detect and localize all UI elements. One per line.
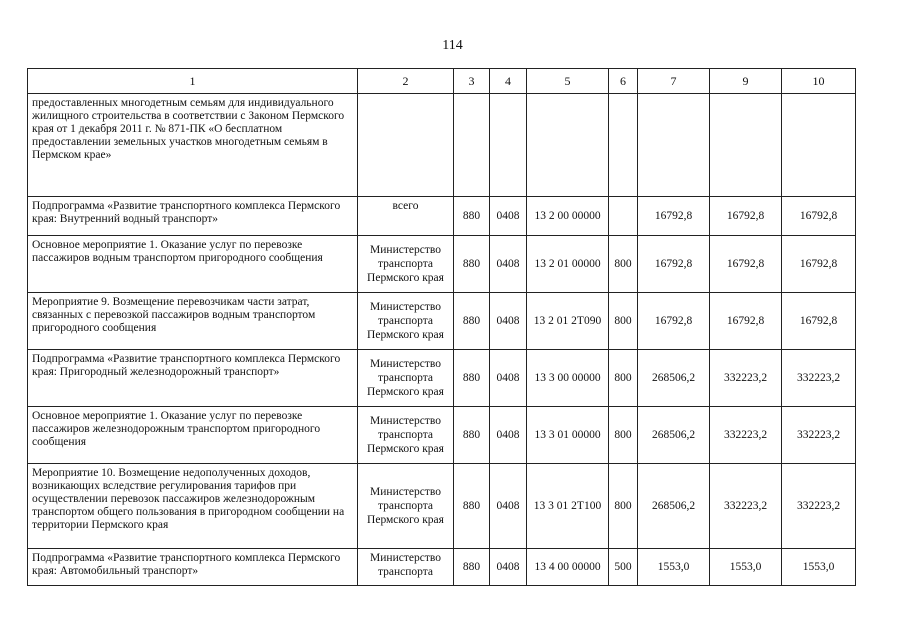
row-target-code: 13 4 00 00000 bbox=[527, 549, 609, 586]
row-name: Подпрограмма «Развитие транспортного комплекса Пермского края: Пригородный железнодорожный транспорт» bbox=[28, 350, 358, 407]
row-name: Подпрограмма «Развитие транспортного комплекса Пермского края: Внутренний водный транспорт» bbox=[28, 197, 358, 236]
header-cell: 6 bbox=[609, 69, 638, 94]
row-value-col10: 332223,2 bbox=[782, 464, 856, 549]
table-row bbox=[28, 407, 856, 464]
row-target-code bbox=[527, 94, 609, 197]
row-value-col9: 332223,2 bbox=[710, 407, 782, 464]
row-value-col7: 16792,8 bbox=[638, 293, 710, 350]
row-value-col9: 16792,8 bbox=[710, 197, 782, 236]
row-value-col7 bbox=[638, 94, 710, 197]
table-row bbox=[28, 236, 856, 293]
row-section-code: 0408 bbox=[490, 464, 527, 549]
row-value-col10: 16792,8 bbox=[782, 197, 856, 236]
row-expense-type bbox=[609, 94, 638, 197]
row-value-col7: 268506,2 bbox=[638, 350, 710, 407]
row-value-col9 bbox=[710, 94, 782, 197]
table-row bbox=[28, 549, 856, 586]
row-expense-type: 800 bbox=[609, 407, 638, 464]
row-value-col7: 268506,2 bbox=[638, 407, 710, 464]
header-cell: 5 bbox=[527, 69, 609, 94]
row-section-code: 0408 bbox=[490, 407, 527, 464]
row-value-col9: 1553,0 bbox=[710, 549, 782, 586]
row-target-code: 13 2 01 00000 bbox=[527, 236, 609, 293]
row-expense-type: 800 bbox=[609, 293, 638, 350]
header-cell: 9 bbox=[710, 69, 782, 94]
row-admin-code: 880 bbox=[454, 549, 490, 586]
row-section-code: 0408 bbox=[490, 236, 527, 293]
row-admin-code: 880 bbox=[454, 407, 490, 464]
row-responsible: Министерство транспорта Пермского края bbox=[358, 407, 454, 464]
budget-table bbox=[27, 68, 856, 586]
header-cell: 3 bbox=[454, 69, 490, 94]
row-admin-code: 880 bbox=[454, 197, 490, 236]
row-value-col9: 16792,8 bbox=[710, 236, 782, 293]
table-row bbox=[28, 350, 856, 407]
row-value-col9: 16792,8 bbox=[710, 293, 782, 350]
row-value-col7: 1553,0 bbox=[638, 549, 710, 586]
row-value-col10 bbox=[782, 94, 856, 197]
row-responsible: Министерство транспорта Пермского края bbox=[358, 350, 454, 407]
header-cell: 1 bbox=[28, 69, 358, 94]
row-value-col10: 332223,2 bbox=[782, 350, 856, 407]
row-value-col10: 332223,2 bbox=[782, 407, 856, 464]
row-responsible: Министерство транспорта Пермского края bbox=[358, 236, 454, 293]
table-row bbox=[28, 197, 856, 236]
table-row bbox=[28, 94, 856, 197]
row-admin-code bbox=[454, 94, 490, 197]
row-target-code: 13 2 01 2Т090 bbox=[527, 293, 609, 350]
row-value-col10: 1553,0 bbox=[782, 549, 856, 586]
row-expense-type: 800 bbox=[609, 350, 638, 407]
row-value-col7: 16792,8 bbox=[638, 197, 710, 236]
row-section-code bbox=[490, 94, 527, 197]
row-name: Мероприятие 10. Возмещение недополученных доходов, возникающих вследствие регулирования тарифов при осуществлении перевозок пассажиров железнодорожным транспортом общего пользования в пригородном сообщении на территории Пермского края bbox=[28, 464, 358, 549]
row-name: предоставленных многодетным семьям для индивидуального жилищного строительства в соответствии с Законом Пермского края от 1 декабря 2011 г. № 871-ПК «О бесплатном предоставлении земельных участков многодетным семьям в Пермском крае» bbox=[28, 94, 358, 197]
row-name: Подпрограмма «Развитие транспортного комплекса Пермского края: Автомобильный транспорт» bbox=[28, 549, 358, 586]
row-target-code: 13 2 00 00000 bbox=[527, 197, 609, 236]
row-name: Основное мероприятие 1. Оказание услуг по перевозке пассажиров железнодорожным транспортом пригородного сообщения bbox=[28, 407, 358, 464]
row-value-col9: 332223,2 bbox=[710, 350, 782, 407]
row-admin-code: 880 bbox=[454, 293, 490, 350]
row-value-col10: 16792,8 bbox=[782, 236, 856, 293]
row-name: Мероприятие 9. Возмещение перевозчикам части затрат, связанных с перевозкой пассажиров водным транспортом пригородного сообщения bbox=[28, 293, 358, 350]
row-admin-code: 880 bbox=[454, 350, 490, 407]
row-expense-type: 800 bbox=[609, 236, 638, 293]
row-section-code: 0408 bbox=[490, 350, 527, 407]
page-number: 114 bbox=[442, 38, 463, 53]
table-row bbox=[28, 293, 856, 350]
table-header-row bbox=[28, 69, 856, 94]
row-section-code: 0408 bbox=[490, 293, 527, 350]
row-expense-type: 800 bbox=[609, 464, 638, 549]
header-cell: 2 bbox=[358, 69, 454, 94]
header-cell: 7 bbox=[638, 69, 710, 94]
row-responsible: Министерство транспорта Пермского края bbox=[358, 464, 454, 549]
row-responsible: всего bbox=[358, 197, 454, 236]
row-value-col7: 268506,2 bbox=[638, 464, 710, 549]
row-responsible: Министерство транспорта bbox=[358, 549, 454, 586]
row-expense-type bbox=[609, 197, 638, 236]
row-admin-code: 880 bbox=[454, 464, 490, 549]
row-responsible bbox=[358, 94, 454, 197]
row-target-code: 13 3 00 00000 bbox=[527, 350, 609, 407]
row-value-col10: 16792,8 bbox=[782, 293, 856, 350]
row-section-code: 0408 bbox=[490, 197, 527, 236]
row-name: Основное мероприятие 1. Оказание услуг по перевозке пассажиров водным транспортом пригородного сообщения bbox=[28, 236, 358, 293]
row-admin-code: 880 bbox=[454, 236, 490, 293]
row-section-code: 0408 bbox=[490, 549, 527, 586]
row-responsible: Министерство транспорта Пермского края bbox=[358, 293, 454, 350]
row-target-code: 13 3 01 00000 bbox=[527, 407, 609, 464]
row-target-code: 13 3 01 2Т100 bbox=[527, 464, 609, 549]
table-row bbox=[28, 464, 856, 549]
row-expense-type: 500 bbox=[609, 549, 638, 586]
row-value-col9: 332223,2 bbox=[710, 464, 782, 549]
header-cell: 10 bbox=[782, 69, 856, 94]
row-value-col7: 16792,8 bbox=[638, 236, 710, 293]
header-cell: 4 bbox=[490, 69, 527, 94]
